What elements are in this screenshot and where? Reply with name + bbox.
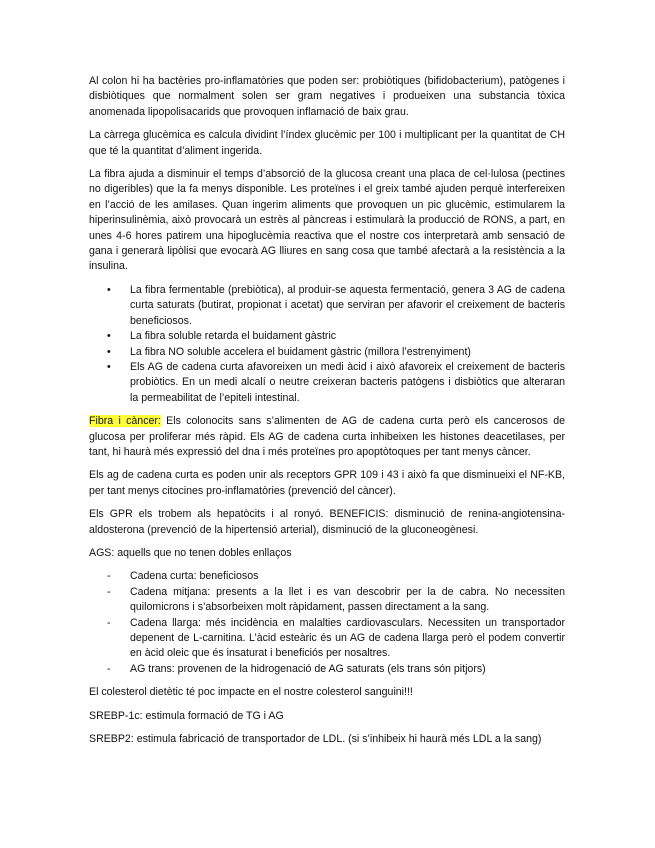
paragraph-glycemic-load: La càrrega glucèmica es calcula dividint l’índex glucèmic per 100 i multiplicant per la quantitat de CH que té la quantitat d’aliment ingerida.: [89, 129, 565, 157]
bullet-icon: •: [107, 283, 111, 296]
paragraph-cholesterol: El colesterol dietètic té poc impacte en el nostre colesterol sanguini!!!: [89, 686, 413, 699]
list-item: - Cadena llarga: més incidència en malalties cardiovasculars. Necessiten un transportador depenent de L-carnitina. L’àcid esteàric és un AG de cadena llarga però el podem convertir en àcid oleic que és insaturat i beneficiós per nosaltres.: [107, 616, 565, 660]
list-item: • Els AG de cadena curta afavoreixen un medi àcid i això afavoreix el creixement de bacteris probiòtics. En un medi alcalí o neutre creixeran bacteris patògens i disbiòtics que alteraran la permeabilitat de l’epiteli intestinal.: [107, 360, 565, 404]
document-page: [89, 74, 565, 755]
paragraph-colon-bacteria: Al colon hi ha bactèries pro-inflamatòries que poden ser: probiòtiques (bifidobacterium), patògenes i disbiòtiques que normalment solen ser gram negatives i produeixen una substancia tòxica anomenada lipopolisacarids que provoquen inflamació de baix grau.: [89, 75, 565, 118]
highlighted-heading: Fibra i càncer:: [89, 415, 161, 428]
bullet-icon: •: [107, 345, 111, 358]
dash-icon: -: [107, 585, 111, 598]
paragraph-fibre-cancer: Fibra i càncer: Els colonocits sans s’alimenten de AG de cadena curta però els cancerosos de glucosa per proliferar més ràpid. Els AG de cadena curta inhibeixen les histones deacetilases, per tant, hi haurà més expressió del dna i més proteïnes pro apoptòtoques per tant menys càncer.: [89, 415, 565, 458]
paragraph-fibre-glucose: La fibra ajuda a disminuir el temps d’absorció de la glucosa creant una placa de cel·lulosa (pectines no digeribles) que la fa menys disponible. Les proteïnes i el greix també ajuden perquè interfereixen en l’acció de les amilases. Quan ingerim aliments que provoquen un pic glucèmic, estimularem la hiperinsulinèmia, això provocarà un estrès al pàncreas i estimularà la producció de RONS, a part, en unes 4-6 hores patirem una hipoglucèmia reactiva que el nostre cos interpretarà amb sensació de gana i generarà lipòlisi que evocarà AG lliures en sang cosa que també afectarà a la resistència a la insulina.: [89, 168, 565, 273]
fibre-bullet-list: [89, 283, 565, 406]
dash-icon: -: [107, 662, 111, 675]
list-item: - AG trans: provenen de la hidrogenació de AG saturats (els trans són pitjors): [89, 662, 565, 677]
paragraph-srebp1c: SREBP-1c: estimula formació de TG i AG: [89, 709, 284, 722]
list-item: • La fibra NO soluble accelera el buidament gàstric (millora l’estrenyiment): [89, 345, 565, 360]
paragraph-gpr-receptors: Els ag de cadena curta es poden unir als receptors GPR 109 i 43 i això fa que disminueixi el NF-KB, per tant menys citocines pro-inflamatòries (prevenció del càncer).: [89, 469, 565, 497]
bullet-icon: •: [107, 330, 111, 343]
paragraph-ags-definition: AGS: aquells que no tenen dobles enllaços: [89, 546, 292, 559]
list-item: - Cadena mitjana: presents a la llet i es van descobrir per la de cabra. No necessiten quilomicrons i s’absorbeixen molt ràpidament, passen directament a la sang.: [107, 585, 565, 614]
bullet-icon: •: [107, 360, 111, 373]
list-item: • La fibra soluble retarda el buidament gàstric: [89, 329, 565, 344]
paragraph-srebp2: SREBP2: estimula fabricació de transportador de LDL. (si s’inhibeix hi haurà més LDL a la sang): [89, 733, 542, 746]
dash-icon: -: [107, 570, 111, 583]
dash-icon: -: [107, 616, 111, 629]
list-item: - Cadena curta: beneficiosos: [89, 569, 565, 584]
ags-dash-list: [89, 569, 565, 677]
list-item: • La fibra fermentable (prebiòtica), al produir-se aquesta fermentació, genera 3 AG de cadena curta saturats (butirat, propionat i acetat) que serviran per afavorir el creixement de bacteris beneficiosos.: [107, 283, 565, 327]
paragraph-gpr-benefits: Els GPR els trobem als hepatòcits i al ronyó. BENEFICIS: disminució de renina-angiotensina-aldosterona (prevenció de la hipertensió arterial), disminució de la gluconeogènesi.: [89, 508, 565, 536]
